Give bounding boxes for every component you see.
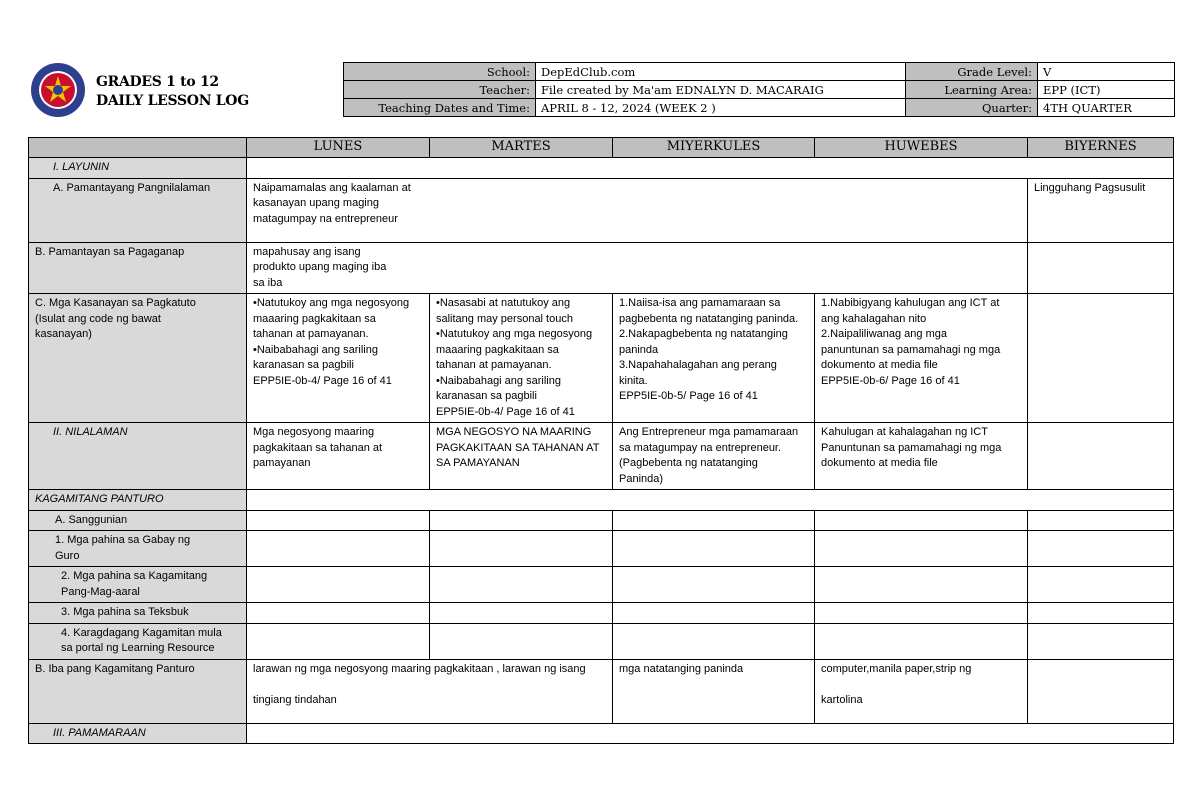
school-value: DepEdClub.com bbox=[536, 63, 906, 81]
sanggunian-fri bbox=[1028, 510, 1174, 531]
gabay-label: 1. Mga pahina sa Gabay ng Guro bbox=[29, 531, 247, 567]
grade-level-value: V bbox=[1038, 63, 1175, 81]
sanggunian-mon bbox=[247, 510, 430, 531]
kagamitang-mag-aaral-label: 2. Mga pahina sa Kagamitang Pang-Mag-aaral bbox=[29, 567, 247, 603]
karagdagang-fri bbox=[1028, 623, 1174, 659]
corner-cell bbox=[29, 138, 247, 158]
pamantayang-pangnilalaman-label: A. Pamantayang Pangnilalaman bbox=[29, 178, 247, 242]
pamantayang-pangnilalaman-fri: Lingguhang Pagsusulit bbox=[1028, 178, 1174, 242]
header bbox=[28, 62, 1174, 120]
gabay-wed bbox=[613, 531, 815, 567]
teksbuk-fri bbox=[1028, 603, 1174, 624]
iba-pang-label: B. Iba pang Kagamitang Panturo bbox=[29, 659, 247, 723]
kasanayan-label: C. Mga Kasanayan sa Pagkatuto (Isulat ang code ng bawat kasanayan) bbox=[29, 294, 247, 423]
karagdagang-thu bbox=[815, 623, 1028, 659]
kasanayan-mon: •Natutukoy ang mga negosyong maaaring pagkakitaan sa tahanan at pamayanan. •Naibabahagi ang sariling karanasan sa pagbili EPP5IE-0b-4/ Page 16 of 41 bbox=[247, 294, 430, 423]
layunin-label: I. LAYUNIN bbox=[29, 158, 247, 179]
grade-level-label: Grade Level: bbox=[906, 63, 1038, 81]
pamantayan-pagganap-label: B. Pamantayan sa Pagaganap bbox=[29, 242, 247, 294]
quarter-value: 4TH QUARTER bbox=[1038, 99, 1175, 117]
layunin-cell bbox=[247, 158, 1174, 179]
pamantayan-pagganap-fri bbox=[1028, 242, 1174, 294]
gabay-fri bbox=[1028, 531, 1174, 567]
iba-pang-thu: computer,manila paper,strip ng kartolina bbox=[815, 659, 1028, 723]
teksbuk-tue bbox=[430, 603, 613, 624]
gabay-tue bbox=[430, 531, 613, 567]
kasanayan-tue: •Nasasabi at natutukoy ang salitang may personal touch •Natutukoy ang mga negosyong maaaring pagkakitaan sa tahanan at pamayanan. •Naibabahagi ang sariling karanasan sa pagbili EPP5IE-0b-4/ Page 16 of 41 bbox=[430, 294, 613, 423]
gabay-thu bbox=[815, 531, 1028, 567]
learning-area-value: EPP (ICT) bbox=[1038, 81, 1175, 99]
sanggunian-tue bbox=[430, 510, 613, 531]
sanggunian-label: A. Sanggunian bbox=[29, 510, 247, 531]
karagdagang-mon bbox=[247, 623, 430, 659]
title-line-1: GRADES 1 to 12 bbox=[96, 74, 219, 90]
kagamitang-mag-aaral-thu bbox=[815, 567, 1028, 603]
pamantayang-pangnilalaman-content: Naipamamalas ang kaalaman at kasanayan upang maging matagumpay na entrepreneur bbox=[247, 178, 1028, 242]
title-line-2: DAILY LESSON LOG bbox=[96, 93, 249, 109]
nilalaman-tue: MGA NEGOSYO NA MAARING PAGKAKITAAN SA TAHANAN AT SA PAMAYANAN bbox=[430, 423, 613, 490]
pamamaraan-label: III. PAMAMARAAN bbox=[29, 723, 247, 744]
quarter-label: Quarter: bbox=[906, 99, 1038, 117]
day-header-thu: HUWEBES bbox=[815, 138, 1028, 158]
day-header-wed: MIYERKULES bbox=[613, 138, 815, 158]
iba-pang-wed: mga natatanging paninda bbox=[613, 659, 815, 723]
pamamaraan-cell bbox=[247, 723, 1174, 744]
karagdagang-label: 4. Karagdagang Kagamitan mula sa portal ng Learning Resource bbox=[29, 623, 247, 659]
karagdagang-tue bbox=[430, 623, 613, 659]
sanggunian-thu bbox=[815, 510, 1028, 531]
kagamitang-mag-aaral-tue bbox=[430, 567, 613, 603]
nilalaman-thu: Kahulugan at kahalagahan ng ICT Panuntunan sa pamamahagi ng mga dokumento at media file bbox=[815, 423, 1028, 490]
pamantayan-pagganap-content: mapahusay ang isang produkto upang maging iba sa iba bbox=[247, 242, 1028, 294]
nilalaman-mon: Mga negosyong maaring pagkakitaan sa tahanan at pamayanan bbox=[247, 423, 430, 490]
school-label: School: bbox=[344, 63, 536, 81]
teksbuk-label: 3. Mga pahina sa Teksbuk bbox=[29, 603, 247, 624]
nilalaman-fri bbox=[1028, 423, 1174, 490]
kasanayan-wed: 1.Naiisa-isa ang pamamaraan sa pagbebenta ng natatanging paninda. 2.Nakapagbebenta ng natatanging paninda 3.Napahahalagahan ang perang kinita. EPP5IE-0b-5/ Page 16 of 41 bbox=[613, 294, 815, 423]
gabay-mon bbox=[247, 531, 430, 567]
day-header-mon: LUNES bbox=[247, 138, 430, 158]
kasanayan-thu: 1.Nabibigyang kahulugan ang ICT at ang kahalagahan nito 2.Naipaliliwanag ang mga panuntunan sa pamamahagi ng mga dokumento at media file EPP5IE-0b-6/ Page 16 of 41 bbox=[815, 294, 1028, 423]
kasanayan-fri bbox=[1028, 294, 1174, 423]
karagdagang-wed bbox=[613, 623, 815, 659]
teksbuk-mon bbox=[247, 603, 430, 624]
day-header-fri: BIYERNES bbox=[1028, 138, 1174, 158]
teacher-label: Teacher: bbox=[344, 81, 536, 99]
kagamitang-mag-aaral-mon bbox=[247, 567, 430, 603]
log-title bbox=[96, 73, 249, 111]
deped-seal-logo bbox=[30, 62, 86, 118]
teksbuk-wed bbox=[613, 603, 815, 624]
teacher-value: File created by Ma'am EDNALYN D. MACARAIG bbox=[536, 81, 906, 99]
kagamitan-label: KAGAMITANG PANTURO bbox=[29, 490, 247, 511]
kagamitan-cell bbox=[247, 490, 1174, 511]
kagamitang-mag-aaral-fri bbox=[1028, 567, 1174, 603]
teaching-dates-label: Teaching Dates and Time: bbox=[344, 99, 536, 117]
learning-area-label: Learning Area: bbox=[906, 81, 1038, 99]
day-header-tue: MARTES bbox=[430, 138, 613, 158]
nilalaman-label: II. NILALAMAN bbox=[29, 423, 247, 490]
kagamitang-mag-aaral-wed bbox=[613, 567, 815, 603]
nilalaman-wed: Ang Entrepreneur mga pamamaraan sa matagumpay na entrepreneur. (Pagbebenta ng natatanging Paninda) bbox=[613, 423, 815, 490]
lesson-log-table bbox=[28, 137, 1174, 744]
iba-pang-mon-tue: larawan ng mga negosyong maaring pagkakitaan , larawan ng isang tingiang tindahan bbox=[247, 659, 613, 723]
sanggunian-wed bbox=[613, 510, 815, 531]
info-table bbox=[343, 62, 1175, 117]
iba-pang-fri bbox=[1028, 659, 1174, 723]
teksbuk-thu bbox=[815, 603, 1028, 624]
teaching-dates-value: APRIL 8 - 12, 2024 (WEEK 2 ) bbox=[536, 99, 906, 117]
